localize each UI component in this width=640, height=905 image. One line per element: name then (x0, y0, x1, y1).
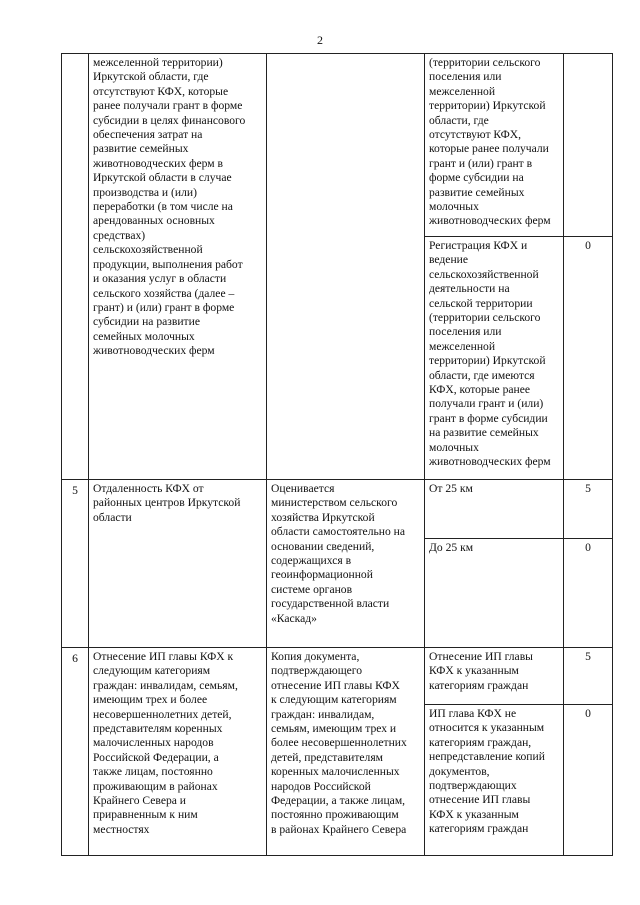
score-cell: 0 (564, 539, 613, 648)
criterion-cell: межселенной территории) Иркутской области, где отсутствуют КФХ, которые ранее получали грант в форме субсидии в целях финансового обеспечения затрат на развитие семейных животноводческих ферм в Иркутской области в случае производства и (или) переработки (в том числе на арендованных основных средствах) сельскохозяйственной продукции, выполнения работ и оказания услуг в области сельского хозяйства (далее – грант) и (или) грант в форме субсидии на развитие семейных молочных животноводческих ферм (89, 54, 267, 480)
criterion-cell: Отдаленность КФХ от районных центров Иркутской области (89, 480, 267, 648)
criteria-table (61, 53, 613, 856)
table-row (62, 54, 613, 237)
option-text-cell: До 25 км (425, 539, 564, 648)
option-text-cell: Отнесение ИП главы КФХ к указанным категориям граждан (425, 648, 564, 705)
option-text-cell: Регистрация КФХ и ведение сельскохозяйственной деятельности на сельской территории (территории сельского поселения или межселенной территории) Иркутской области, где имеются КФХ, которые ранее получали грант и (или) грант в форме субсидии на развитие семейных молочных животноводческих ферм (425, 237, 564, 480)
option-text-cell: ИП глава КФХ не относится к указанным категориям граждан, непредставление копий документов, подтверждающих отнесение ИП главы КФХ к указанным категориям граждан (425, 705, 564, 856)
score-cell: 5 (564, 648, 613, 705)
option-text-cell: (территории сельского поселения или межселенной территории) Иркутской области, где отсутствуют КФХ, которые ранее получали грант и (или) грант в форме субсидии на развитие семейных молочных животноводческих ферм (425, 54, 564, 237)
option-text-cell: От 25 км (425, 480, 564, 539)
source-cell: Копия документа, подтверждающего отнесение ИП главы КФХ к следующим категориям граждан: инвалидам, семьям, имеющим трех и более несовершеннолетних детей, представителям коренных малочисленных народов Российской Федерации, а также лицам, постоянно проживающим в районах Крайнего Севера (267, 648, 425, 856)
criterion-cell: Отнесение ИП главы КФХ к следующим категориям граждан: инвалидам, семьям, имеющим трех и более несовершеннолетних детей, представителям коренных малочисленных народов Российской Федерации, а также лицам, постоянно проживающим в районах Крайнего Севера и приравненным к ним местностях (89, 648, 267, 856)
score-cell: 5 (564, 480, 613, 539)
source-cell (267, 54, 425, 480)
page-number: 2 (317, 33, 323, 47)
row-number: 6 (62, 648, 89, 856)
table-row (62, 480, 613, 539)
source-cell: Оценивается министерством сельского хозяйства Иркутской области самостоятельно на основании сведений, содержащихся в геоинформационной системе органов государственной власти «Каскад» (267, 480, 425, 648)
table-row (62, 648, 613, 705)
score-cell (564, 54, 613, 237)
score-cell: 0 (564, 237, 613, 480)
row-number (62, 54, 89, 480)
row-number: 5 (62, 480, 89, 648)
score-cell: 0 (564, 705, 613, 856)
